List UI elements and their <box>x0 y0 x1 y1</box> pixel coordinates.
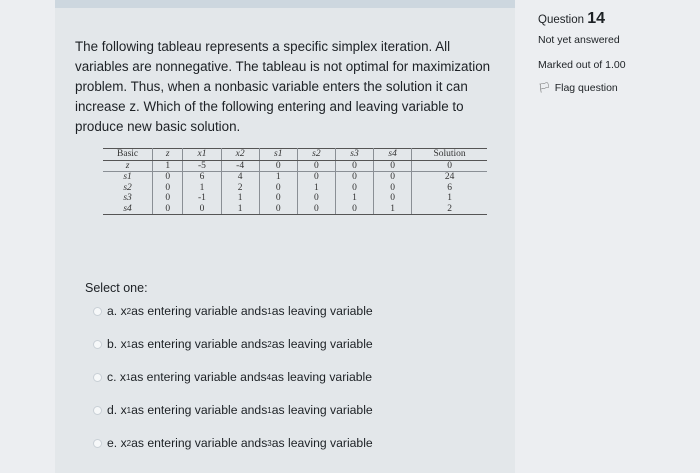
leaving-var-sub: 1 <box>267 306 272 316</box>
table-cell: 0 <box>259 204 297 215</box>
leaving-var: s <box>261 436 268 450</box>
table-cell: 1 <box>447 193 452 203</box>
radio-button[interactable] <box>93 439 102 448</box>
answer-option-c[interactable] <box>93 367 372 387</box>
table-cell: 0 <box>297 172 335 183</box>
table-cell: 1 <box>183 183 221 194</box>
option-mid-text: as entering variable and <box>130 370 261 384</box>
table-cell: 2 <box>221 183 259 194</box>
header-x2: x2 <box>221 149 259 161</box>
entering-var: x <box>119 370 126 384</box>
table-cell: 24 <box>444 172 455 182</box>
table-cell: 1 <box>374 204 412 215</box>
table-cell: 1 <box>153 160 183 172</box>
table-row <box>103 193 487 204</box>
option-letter: d. <box>107 403 118 417</box>
option-end-text: as leaving variable <box>271 304 373 318</box>
answer-option-d[interactable] <box>93 400 373 420</box>
table-cell: 1 <box>221 204 259 215</box>
radio-button[interactable] <box>93 340 102 349</box>
option-letter: a. <box>107 304 118 318</box>
table-cell: 6 <box>447 182 452 193</box>
question-text: The following tableau represents a specific simplex iteration. All variables are nonnegative. The tableau is not optimal for maximization problem. Thus, when a nonbasic variable enters the solution it can increase z. Which of the following entering and leaving variable to produce new basic solution. <box>75 39 491 134</box>
answer-option-b[interactable] <box>93 334 373 354</box>
table-cell: -1 <box>183 193 221 204</box>
answer-option-a[interactable] <box>93 301 373 321</box>
flag-question-link[interactable] <box>538 82 618 94</box>
header-basic: Basic <box>103 149 153 161</box>
table-cell: 0 <box>335 204 373 215</box>
table-cell: 0 <box>183 204 221 215</box>
header-x1: x1 <box>183 149 221 161</box>
card-top-bar <box>55 0 515 8</box>
simplex-tableau <box>103 148 487 215</box>
leaving-var: s <box>260 370 267 384</box>
option-end-text: as leaving variable <box>271 403 373 417</box>
leaving-var-sub: 4 <box>266 372 272 382</box>
question-card <box>55 0 515 473</box>
option-letter: e. <box>107 436 118 450</box>
table-cell: 0 <box>335 172 373 183</box>
answer-status: Not yet answered <box>538 34 620 46</box>
header-z: z <box>153 149 183 161</box>
option-letter: c. <box>107 370 117 384</box>
table-cell: 0 <box>335 183 373 194</box>
table-cell: 6 <box>183 172 221 183</box>
question-label-text: Question <box>538 14 585 26</box>
flag-icon: 🏳 <box>538 82 551 94</box>
table-cell: -4 <box>221 160 259 172</box>
option-mid-text: as entering variable and <box>131 304 262 318</box>
table-cell: 0 <box>412 160 487 172</box>
radio-button[interactable] <box>93 373 102 382</box>
entering-var-sub: 1 <box>126 405 132 415</box>
select-one-prompt: Select one: <box>85 281 148 295</box>
entering-var-sub: 1 <box>126 339 132 349</box>
header-solution: Solution <box>412 149 487 161</box>
leaving-var-sub: 2 <box>267 339 272 349</box>
option-mid-text: as entering variable and <box>131 403 262 417</box>
leaving-var: s <box>261 304 268 318</box>
answer-option-e[interactable] <box>93 433 373 453</box>
table-cell: 0 <box>153 193 183 204</box>
entering-var: x <box>120 304 127 318</box>
entering-var: x <box>120 337 127 351</box>
table-cell: 0 <box>374 160 412 172</box>
entering-var-sub: 2 <box>126 306 132 316</box>
question-info-panel <box>522 0 700 473</box>
question-label <box>538 10 605 28</box>
header-s4: s4 <box>374 149 412 161</box>
table-row <box>103 204 487 215</box>
table-cell: 0 <box>297 193 335 204</box>
table-cell: 0 <box>335 160 373 172</box>
tableau-table <box>103 148 487 215</box>
table-cell: -5 <box>183 160 221 172</box>
table-cell: 0 <box>259 160 297 172</box>
option-mid-text: as entering variable and <box>131 436 262 450</box>
table-cell: 1 <box>335 193 373 204</box>
table-row <box>103 183 487 194</box>
marks-info: Marked out of 1.00 <box>538 59 626 71</box>
table-cell: 0 <box>374 183 412 194</box>
leaving-var-sub: 1 <box>267 405 272 415</box>
table-cell: 0 <box>374 172 412 183</box>
table-cell: s4 <box>103 204 153 215</box>
table-cell: 4 <box>221 172 259 183</box>
table-cell: 1 <box>221 193 259 204</box>
flag-question-label: Flag question <box>554 82 618 94</box>
table-row <box>103 172 487 183</box>
option-letter: b. <box>107 337 118 351</box>
header-s3: s3 <box>335 149 373 161</box>
option-mid-text: as entering variable and <box>131 337 262 351</box>
table-cell: 0 <box>297 160 335 172</box>
table-cell: 0 <box>153 172 183 183</box>
entering-var-sub: 2 <box>126 438 132 448</box>
table-cell: s2 <box>103 183 153 194</box>
table-cell: 0 <box>259 183 297 194</box>
table-row <box>103 160 487 172</box>
table-cell: 1 <box>259 172 297 183</box>
table-cell: 2 <box>412 204 487 215</box>
entering-var: x <box>120 403 127 417</box>
table-cell: 0 <box>297 204 335 215</box>
option-end-text: as leaving variable <box>271 370 373 384</box>
option-end-text: as leaving variable <box>271 337 373 351</box>
radio-button[interactable] <box>93 406 102 415</box>
tableau-header-row <box>103 149 487 161</box>
header-s1: s1 <box>259 149 297 161</box>
header-s2: s2 <box>297 149 335 161</box>
table-cell: 0 <box>374 193 412 204</box>
option-end-text: as leaving variable <box>271 436 373 450</box>
table-cell: 0 <box>153 204 183 215</box>
leaving-var-sub: 3 <box>267 438 272 448</box>
table-cell: 1 <box>297 183 335 194</box>
table-cell: 0 <box>153 183 183 194</box>
table-cell: s1 <box>103 172 153 183</box>
leaving-var: s <box>261 337 268 351</box>
radio-button[interactable] <box>93 307 102 316</box>
entering-var: x <box>120 436 127 450</box>
table-cell: z <box>103 160 153 172</box>
question-number: 14 <box>587 10 606 27</box>
entering-var-sub: 1 <box>125 372 131 382</box>
leaving-var: s <box>261 403 268 417</box>
table-cell: 0 <box>259 193 297 204</box>
table-cell: s3 <box>103 193 153 204</box>
